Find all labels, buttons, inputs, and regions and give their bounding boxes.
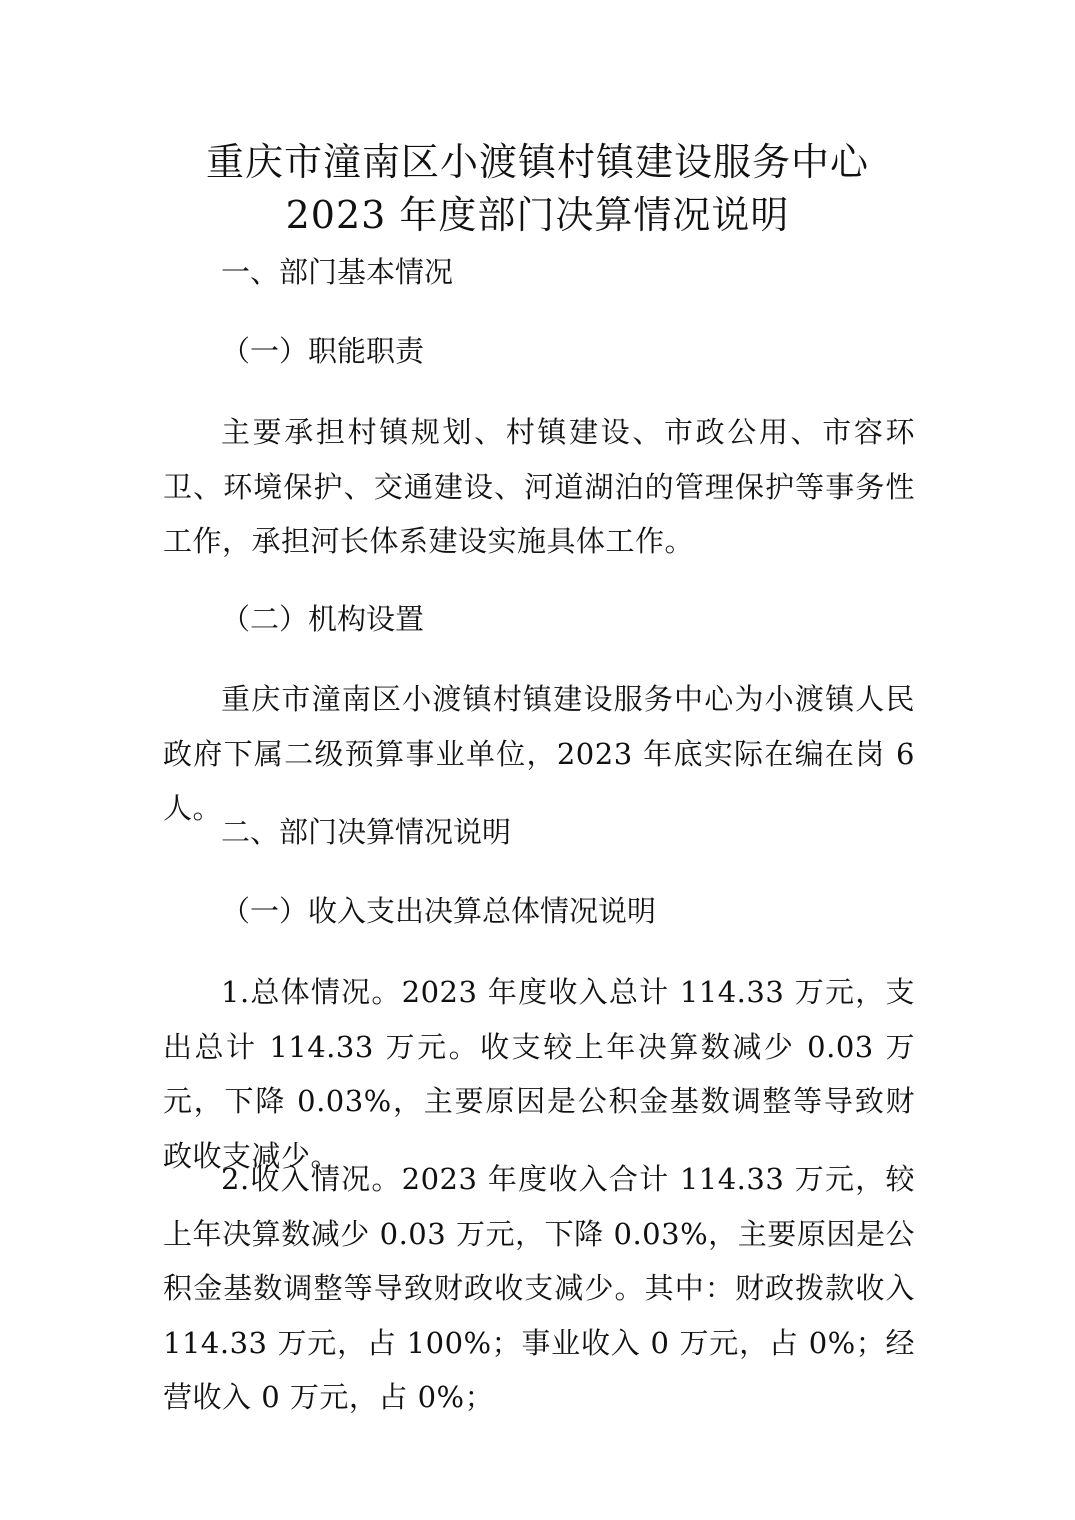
section2-heading: 二、部门决算情况说明 <box>221 815 512 849</box>
section1-sub1-text: 主要承担村镇规划、村镇建设、市政公用、市容环卫、环境保护、交通建设、河道湖泊的管理保护等事务性工作，承担河长体系建设实施具体工作。 <box>163 415 915 558</box>
section1-sub1-heading: （一）职能职责 <box>221 334 425 368</box>
paragraph-overall: 1.总体情况。2023 年度收入总计 114.33 万元，支出总计 114.33 万元。收支较上年决算数减少 0.03 万元，下降 0.03%，主要原因是公积金基数调整等导致财政收支减少。 <box>163 975 915 1173</box>
section1-heading: 一、部门基本情况 <box>221 255 454 289</box>
section2-sub1-heading: （一）收入支出决算总体情况说明 <box>221 894 657 928</box>
document-title-line2: 2023 年度部门决算情况说明 <box>285 193 790 237</box>
section1-sub2-text: 重庆市潼南区小渡镇村镇建设服务中心为小渡镇人民政府下属二级预算事业单位，2023 年底实际在编在岗 6 人。 <box>163 682 915 825</box>
paragraph-income: 2.收入情况。2023 年度收入合计 114.33 万元，较上年决算数减少 0.03 万元，下降 0.03%，主要原因是公积金基数调整等导致财政收支减少。其中：财政拨款收入 114.33 万元，占 100%；事业收入 0 万元，占 0%；经营收入 0 万元，占 0%； <box>163 1162 915 1414</box>
document-title-line1: 重庆市潼南区小渡镇村镇建设服务中心 <box>205 140 869 184</box>
section1-sub2-heading: （二）机构设置 <box>221 602 425 636</box>
